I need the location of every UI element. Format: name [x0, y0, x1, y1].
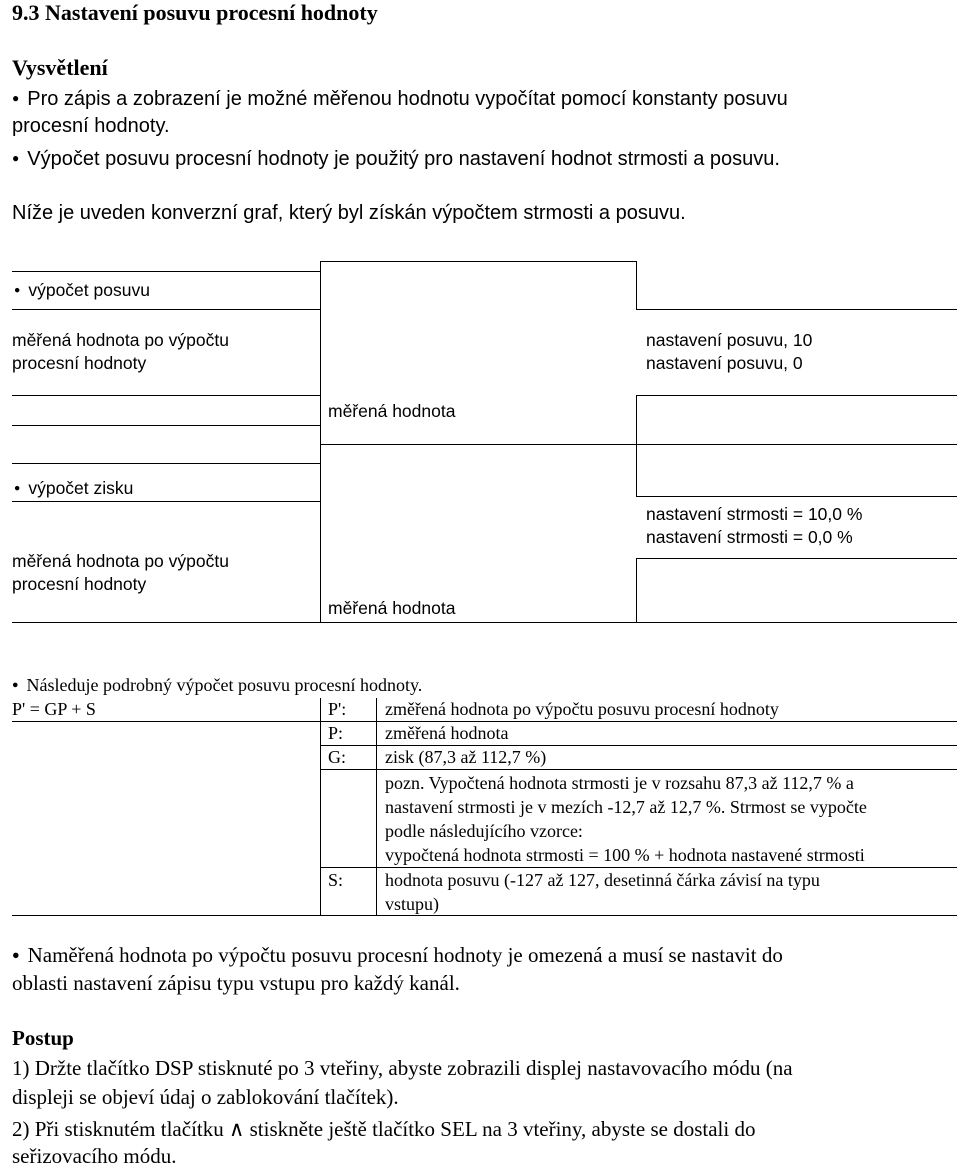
step-1: 1) Držte tlačítko DSP stisknuté po 3 vteřiny, abyste zobrazili displej nastavovacího módu (na: [12, 1056, 793, 1080]
frame-line: [12, 271, 320, 272]
frame-line: [636, 558, 637, 623]
shift-legend-2: nastavení posuvu, 0: [646, 353, 803, 373]
frame-line: [12, 395, 320, 396]
table-line: [320, 745, 957, 746]
step-2-text-end: stiskněte ještě tlačítko SEL na 3 vteřiny, abyste se dostali do: [244, 1117, 756, 1141]
step-2-text: 2) Při stisknutém tlačítku: [12, 1117, 229, 1141]
definition-symbol: S:: [328, 870, 344, 890]
shift-y-label-1: měřená hodnota po výpočtu: [12, 330, 229, 350]
gain-y-label-2: procesní hodnoty: [12, 574, 147, 594]
definition-symbol: P:: [328, 723, 344, 743]
shift-legend-1: nastavení posuvu, 10: [646, 330, 813, 350]
table-line: [320, 698, 321, 915]
frame-line: [12, 463, 320, 464]
table-line: [376, 698, 377, 915]
gain-legend-2: nastavení strmosti = 0,0 %: [646, 527, 853, 547]
gain-x-label: měřená hodnota: [328, 598, 456, 618]
frame-line: [636, 558, 957, 559]
definition-symbol: P':: [328, 699, 347, 719]
frame-line: [636, 395, 957, 396]
note-line: nastavení strmosti je v mezích -12,7 až 12,7 %. Strmost se vypočte: [385, 797, 867, 817]
frame-line: [320, 261, 636, 262]
gain-graph-bullet: ● výpočet zisku: [14, 477, 133, 503]
frame-line: [636, 496, 957, 497]
note-line: podle následujícího vzorce:: [385, 821, 583, 841]
frame-line: [12, 425, 320, 426]
step-2-continued: seřizovacího módu.: [12, 1144, 177, 1168]
graph-intro: Níže je uveden konverzní graf, který byl získán výpočtem strmosti a posuvu.: [12, 202, 686, 224]
frame-line: [636, 444, 637, 496]
frame-line: [636, 395, 637, 444]
note-line: pozn. Vypočtená hodnota strmosti je v rozsahu 87,3 až 112,7 % a: [385, 773, 854, 793]
shift-y-label-2: procesní hodnoty: [12, 353, 147, 373]
table-line: [12, 721, 957, 722]
definition-text-continued: vstupu): [385, 894, 439, 914]
frame-line: [12, 309, 320, 310]
procedure-heading: Postup: [12, 1026, 74, 1050]
frame-line: [320, 261, 321, 623]
definition-text: hodnota posuvu (-127 až 127, desetinná čárka závisí na typu: [385, 870, 820, 890]
definition-symbol: G:: [328, 747, 346, 767]
table-line: [12, 915, 957, 916]
frame-line: [636, 309, 957, 310]
frame-line: [12, 622, 957, 623]
definition-text: změřená hodnota po výpočtu posuvu procesní hodnoty: [385, 699, 779, 719]
gain-y-label-1: měřená hodnota po výpočtu: [12, 551, 229, 571]
frame-line: [636, 261, 637, 309]
table-line: [320, 867, 957, 868]
limit-note: ● Naměřená hodnota po výpočtu posuvu procesní hodnoty je omezená a musí se nastavit do: [12, 942, 783, 972]
gain-legend-1: nastavení strmosti = 10,0 %: [646, 504, 863, 524]
up-arrow-key-icon: ∧: [228, 1117, 245, 1141]
explanation-heading: Vysvětlení: [12, 55, 108, 80]
detail-intro: ● Následuje podrobný výpočet posuvu procesní hodnoty.: [12, 674, 422, 700]
formula: P' = GP + S: [12, 699, 96, 719]
step-2: [12, 1116, 755, 1143]
section-title: 9.3 Nastavení posuvu procesní hodnoty: [12, 0, 378, 25]
shift-x-label: měřená hodnota: [328, 401, 456, 421]
shift-graph-bullet: ● výpočet posuvu: [14, 279, 150, 305]
step-1-continued: displeji se objeví údaj o zablokování tlačítek).: [12, 1085, 399, 1109]
definition-text: zisk (87,3 až 112,7 %): [385, 747, 547, 767]
explanation-bullet-1: ● Pro zápis a zobrazení je možné měřenou hodnotu vypočítat pomocí konstanty posuvu: [12, 86, 788, 115]
table-line: [320, 769, 957, 770]
explanation-bullet-1-continued: procesní hodnoty.: [12, 115, 170, 137]
limit-note-continued: oblasti nastavení zápisu typu vstupu pro každý kanál.: [12, 971, 460, 995]
note-line: vypočtená hodnota strmosti = 100 % + hodnota nastavené strmosti: [385, 845, 865, 865]
definition-text: změřená hodnota: [385, 723, 509, 743]
frame-line: [320, 444, 957, 445]
explanation-bullet-2: ● Výpočet posuvu procesní hodnoty je použitý pro nastavení hodnot strmosti a posuvu.: [12, 146, 780, 175]
